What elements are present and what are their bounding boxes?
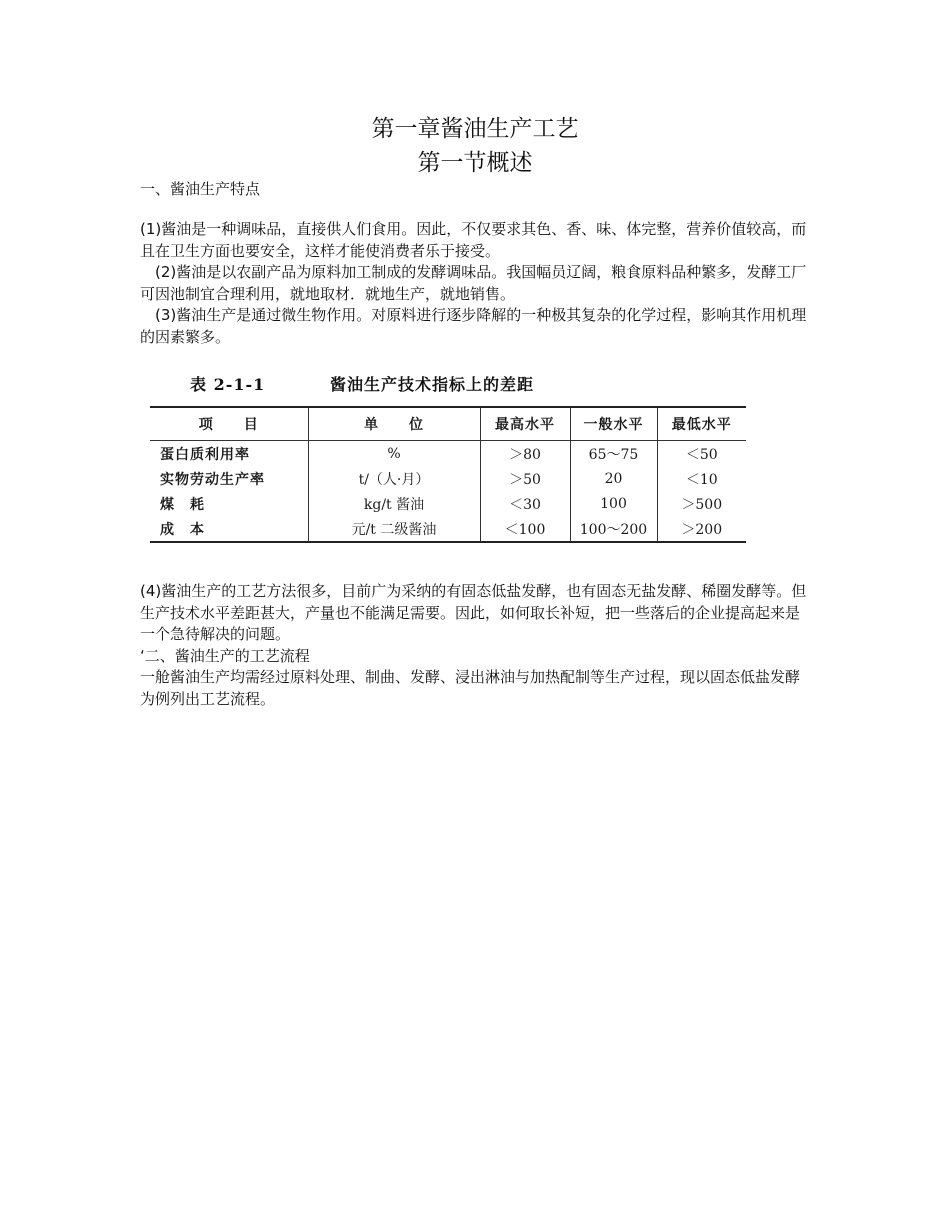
cell-average: 20 [570,466,657,491]
cell-lowest: ＞500 [657,491,746,516]
cell-lowest: ＜50 [657,441,746,467]
cell-highest: ＞80 [480,441,570,467]
cell-unit: % [308,441,480,467]
table-header-row [150,407,746,441]
cell-highest: ＜100 [480,516,570,542]
table-row [150,466,746,491]
indicator-table [150,406,746,543]
paragraph-1: (1)酱油是一种调味品，直接供人们食用。因此，不仅要求其色、香、味、体完整，营养价值较高，而且在卫生方面也要安全，这样才能使消费者乐于接受。 [140,220,807,260]
header-average: 一般水平 [570,407,657,441]
cell-highest: ＜30 [480,491,570,516]
paragraph-2: (2)酱油是以农副产品为原料加工制成的发酵调味品。我国幅员辽阔，粮食原料品种繁多，发酵工厂可因池制宜合理利用，就地取材．就地生产，就地销售。 [140,263,807,303]
table-number: 表 2-1-1 [190,375,266,394]
paragraph-group-b [140,581,812,710]
paragraph-3: (3)酱油生产是通过微生物作用。对原料进行逐步降解的一种极其复杂的化学过程，影响其作用机理的因素繁多。 [140,306,807,346]
cell-unit: 元/t 二级酱油 [308,516,480,542]
header-highest: 最高水平 [480,407,570,441]
cell-item: 煤 耗 [160,496,205,513]
table-title: 酱油生产技术指标上的差距 [330,375,535,394]
table-caption [148,368,748,398]
scanned-table [148,368,748,556]
table-row [150,491,746,516]
cell-average: 100 [570,491,657,516]
section-title: 第一节概述 [417,150,533,176]
cell-average: 65～75 [570,441,657,467]
cell-unit: t/（人·月） [308,466,480,491]
table-row [150,441,746,467]
cell-lowest: ＞200 [657,516,746,542]
paragraph-group-a [140,219,812,348]
paragraph-5: 一舱酱油生产均需经过原料处理、制曲、发酵、浸出淋油与加热配制等生产过程，现以固态低盐发酵为例列出工艺流程。 [140,668,801,708]
cell-highest: ＞50 [480,466,570,491]
header-lowest: 最低水平 [657,407,746,441]
header-item: 项 目 [150,407,308,441]
cell-item: 蛋白质利用率 [160,446,250,463]
section2-heading: ‘二、酱油生产的工艺流程 [140,646,310,665]
paragraph-4: (4)酱油生产的工艺方法很多，目前广为采纳的有固态低盐发酵，也有固态无盐发酵、稀圈发酵等。但生产技术水平差距甚大，产量也不能满足需要。因此，如何取长补短，把一些落后的企业提高起来是一个急待解决的问题。 [140,582,807,643]
cell-lowest: ＜10 [657,466,746,491]
section1-heading: 一、酱油生产特点 [140,180,261,198]
cell-item: 实物劳动生产率 [160,471,265,488]
cell-unit: kg/t 酱油 [308,491,480,516]
cell-average: 100～200 [570,516,657,542]
table-row [150,516,746,542]
header-unit: 单 位 [308,407,480,441]
cell-item: 成 本 [160,521,205,538]
chapter-title: 第一章酱油生产工艺 [371,116,579,142]
